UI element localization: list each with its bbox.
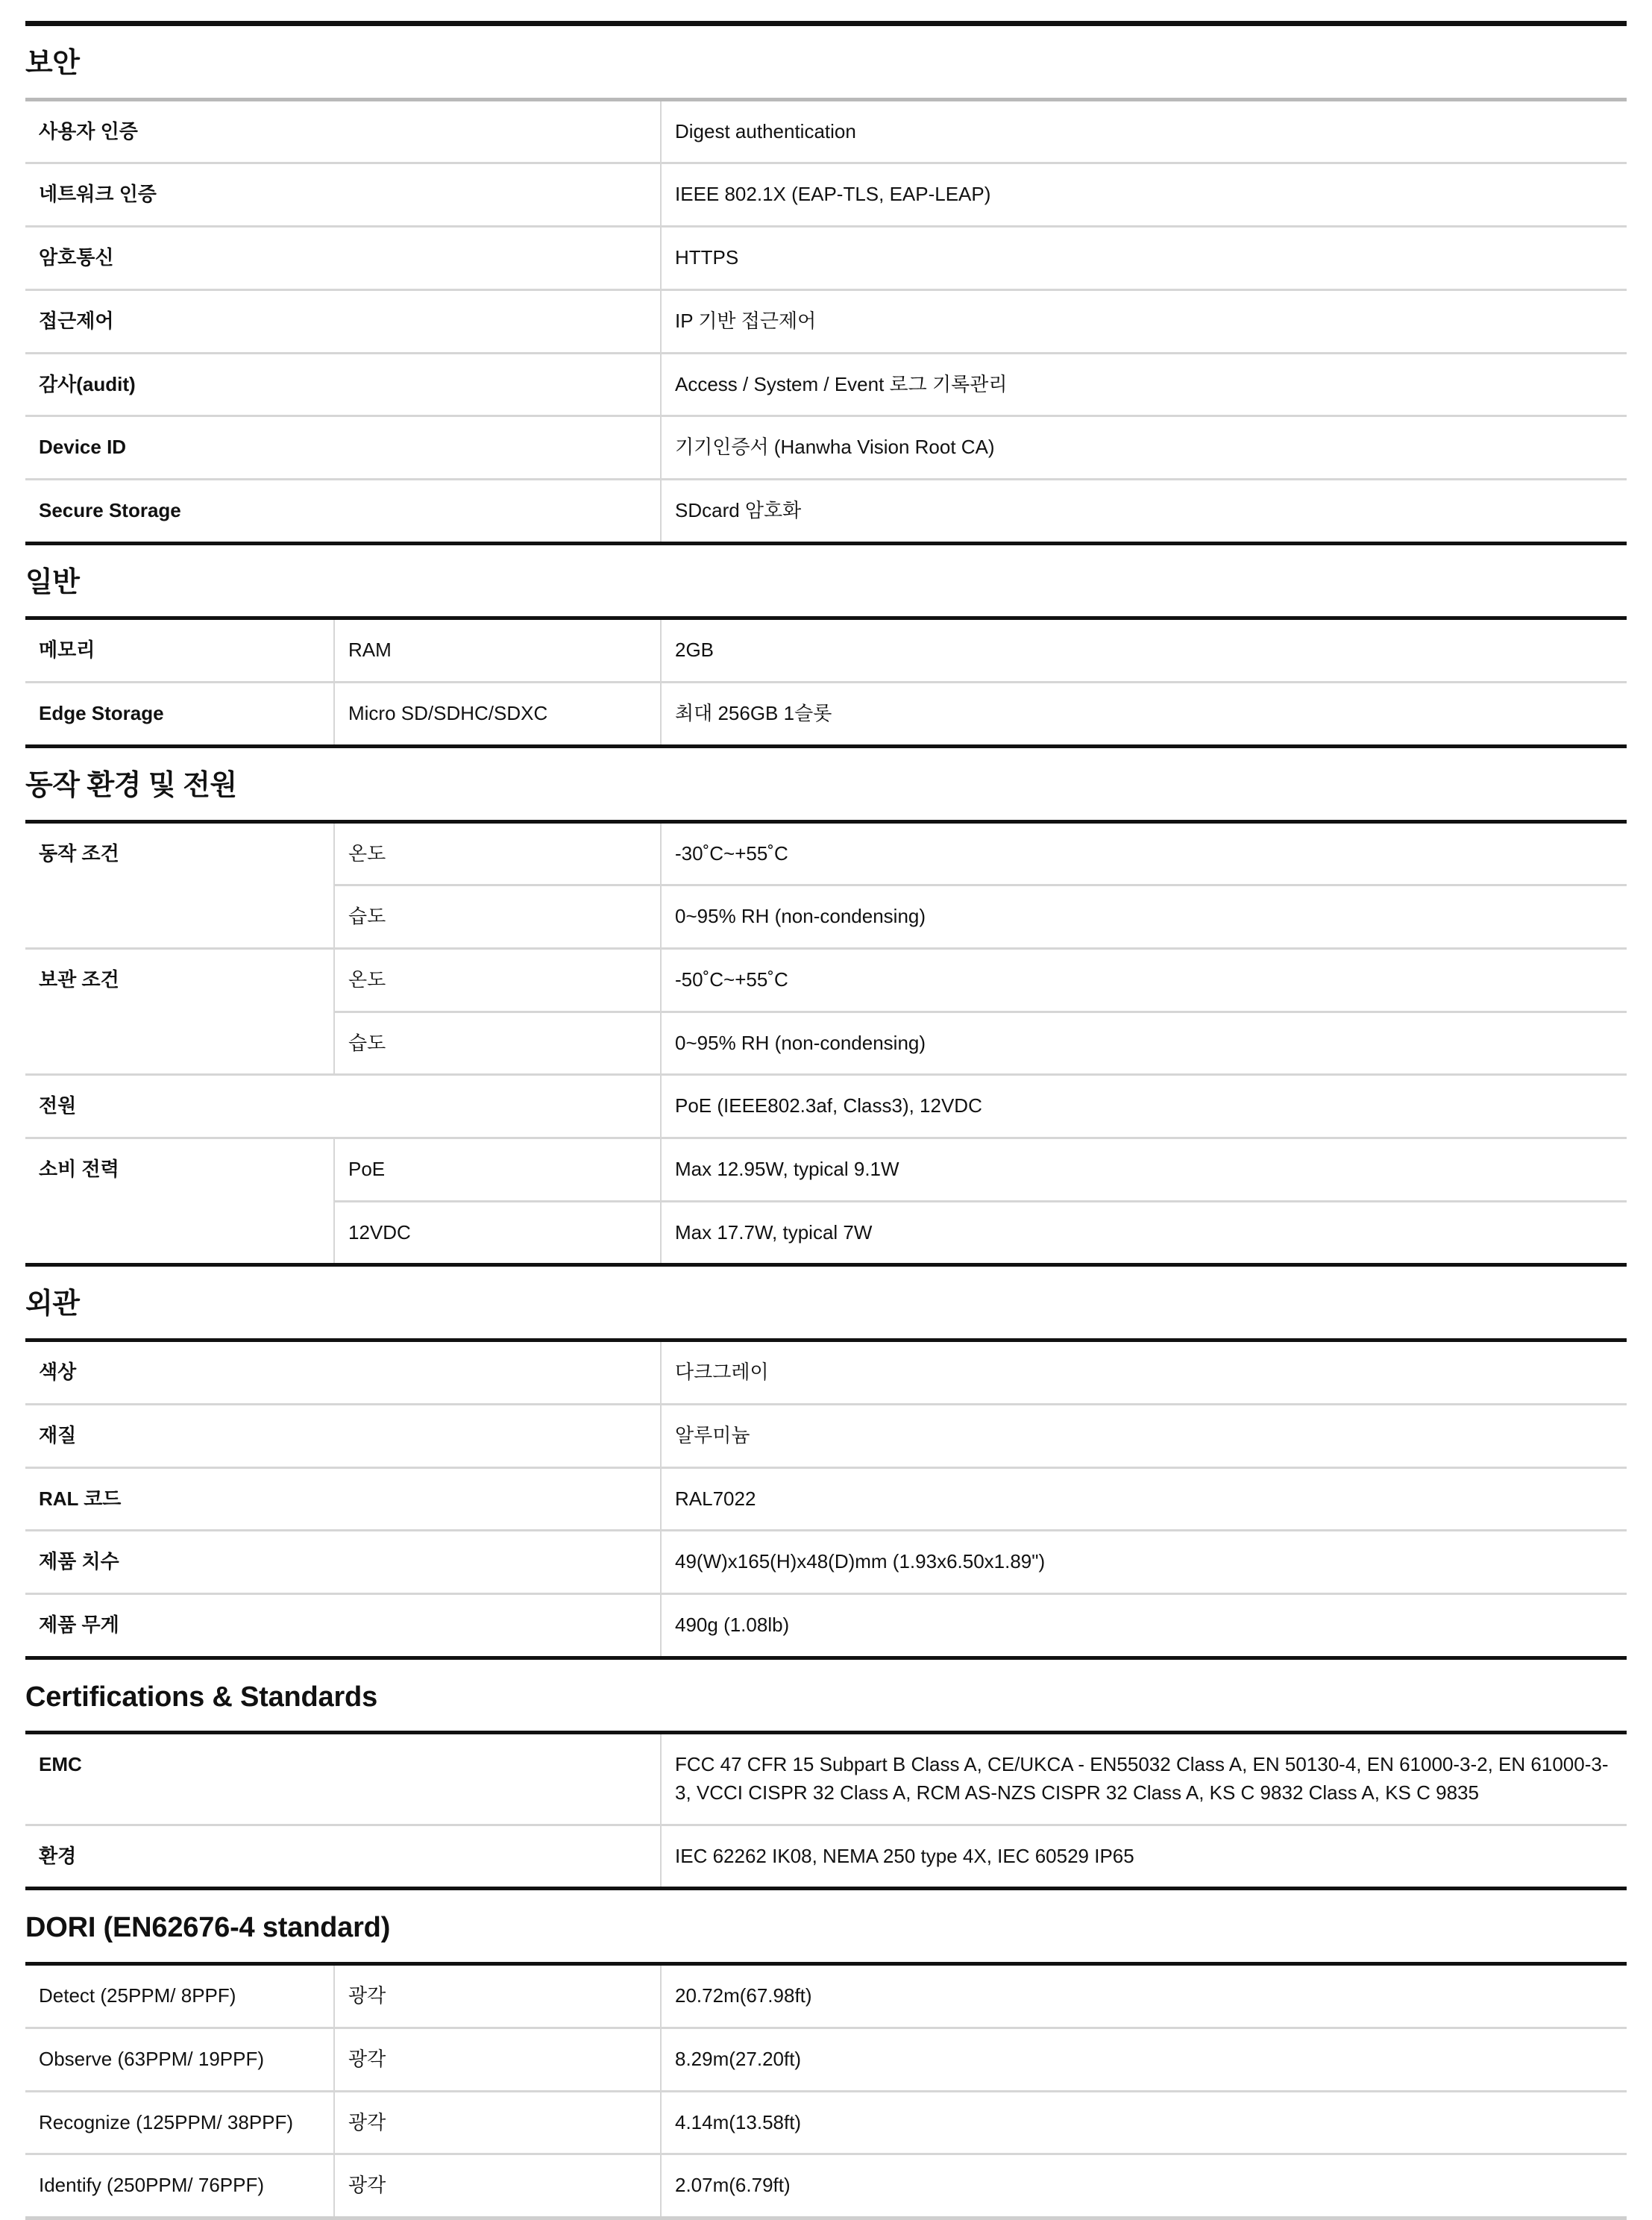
row-key: 보관 조건 <box>25 948 334 1074</box>
table-row <box>25 618 1627 683</box>
row-subkey: PoE <box>334 1138 661 1202</box>
row-value: RAL7022 <box>661 1467 1627 1531</box>
row-value: 알루미늄 <box>661 1404 1627 1467</box>
row-value: SDcard 암호화 <box>661 479 1627 543</box>
table-row <box>25 227 1627 290</box>
table-environment-power <box>25 820 1627 1267</box>
table-security <box>25 98 1627 545</box>
row-key: 접근제어 <box>25 289 661 353</box>
row-value: -30˚C~+55˚C <box>661 821 1627 885</box>
row-value: 0~95% RH (non-condensing) <box>661 885 1627 949</box>
row-value: Max 17.7W, typical 7W <box>661 1201 1627 1265</box>
table-row <box>25 479 1627 543</box>
row-value: 0~95% RH (non-condensing) <box>661 1012 1627 1075</box>
row-value: IEEE 802.1X (EAP-TLS, EAP-LEAP) <box>661 163 1627 227</box>
row-value: Access / System / Event 로그 기록관리 <box>661 353 1627 416</box>
section-title-environment-power: 동작 환경 및 전원 <box>25 769 237 801</box>
row-value: PoE (IEEE802.3af, Class3), 12VDC <box>661 1075 1627 1138</box>
section-appearance <box>25 1267 1627 1659</box>
row-value: Digest authentication <box>661 99 1627 163</box>
row-key: 네트워크 인증 <box>25 163 661 227</box>
row-key: Edge Storage <box>25 683 334 747</box>
section-title-dori: DORI (EN62676-4 standard) <box>25 1912 391 1944</box>
row-key: Recognize (125PPM/ 38PPF) <box>25 2091 334 2154</box>
row-value: FCC 47 CFR 15 Subpart B Class A, CE/UKCA - EN55032 Class A, EN 50130-4, EN 61000-3-2, EN 61000-3-3, VCCI CISPR 32 Class A, RCM AS-NZS CISPR 32 Class A, KS C 9832 Class A, KS C 9835 <box>661 1733 1627 1825</box>
section-title-general: 일반 <box>25 566 80 598</box>
row-key: Secure Storage <box>25 479 661 543</box>
row-value: 기기인증서 (Hanwha Vision Root CA) <box>661 416 1627 480</box>
row-key: 암호통신 <box>25 227 661 290</box>
row-key: 소비 전력 <box>25 1138 334 1265</box>
table-row <box>25 1593 1627 1658</box>
section-title-security: 보안 <box>25 48 80 79</box>
table-row <box>25 2091 1627 2154</box>
row-key: 환경 <box>25 1825 661 1889</box>
row-subkey: 습도 <box>334 885 661 949</box>
table-row <box>25 948 1627 1012</box>
row-subkey: 12VDC <box>334 1201 661 1265</box>
row-key: 감사(audit) <box>25 353 661 416</box>
section-environment-power <box>25 748 1627 1267</box>
table-row <box>25 416 1627 480</box>
table-row <box>25 1733 1627 1825</box>
row-value: 8.29m(27.20ft) <box>661 2028 1627 2091</box>
row-subkey: 광각 <box>334 2091 661 2154</box>
row-value: 2GB <box>661 618 1627 683</box>
section-certifications <box>25 1660 1627 1891</box>
table-general <box>25 616 1627 747</box>
row-subkey: 온도 <box>334 821 661 885</box>
row-value: 2.07m(6.79ft) <box>661 2154 1627 2219</box>
table-dori <box>25 1962 1627 2220</box>
row-subkey: 온도 <box>334 948 661 1012</box>
section-dori <box>25 1890 1627 2220</box>
row-value: 다크그레이 <box>661 1341 1627 1405</box>
row-subkey: Micro SD/SDHC/SDXC <box>334 683 661 747</box>
table-row <box>25 353 1627 416</box>
row-subkey: RAM <box>334 618 661 683</box>
row-key: 동작 조건 <box>25 821 334 948</box>
table-row <box>25 1964 1627 2028</box>
row-key: EMC <box>25 1733 661 1825</box>
table-row <box>25 1341 1627 1405</box>
row-value: Max 12.95W, typical 9.1W <box>661 1138 1627 1202</box>
row-value: -50˚C~+55˚C <box>661 948 1627 1012</box>
spec-sheet-page <box>0 21 1652 2197</box>
row-subkey: 광각 <box>334 2028 661 2091</box>
table-row <box>25 1404 1627 1467</box>
page-top-rule <box>25 21 1627 26</box>
table-row <box>25 1531 1627 1594</box>
table-row <box>25 163 1627 227</box>
row-value: 490g (1.08lb) <box>661 1593 1627 1658</box>
section-title-certifications: Certifications & Standards <box>25 1681 378 1713</box>
table-row <box>25 289 1627 353</box>
row-subkey: 광각 <box>334 1964 661 2028</box>
row-key: 제품 무게 <box>25 1593 661 1658</box>
row-key: Device ID <box>25 416 661 480</box>
row-key: 메모리 <box>25 618 334 683</box>
row-key: RAL 코드 <box>25 1467 661 1531</box>
row-value: 20.72m(67.98ft) <box>661 1964 1627 2028</box>
table-row <box>25 1467 1627 1531</box>
row-value: 4.14m(13.58ft) <box>661 2091 1627 2154</box>
table-row <box>25 2154 1627 2219</box>
row-value: HTTPS <box>661 227 1627 290</box>
table-appearance <box>25 1338 1627 1659</box>
row-key: 사용자 인증 <box>25 99 661 163</box>
table-row <box>25 99 1627 163</box>
section-security <box>25 26 1627 545</box>
table-certifications <box>25 1731 1627 1890</box>
row-key: Observe (63PPM/ 19PPF) <box>25 2028 334 2091</box>
row-subkey: 습도 <box>334 1012 661 1075</box>
row-key: 재질 <box>25 1404 661 1467</box>
section-title-appearance: 외관 <box>25 1288 80 1320</box>
row-value: 49(W)x165(H)x48(D)mm (1.93x6.50x1.89") <box>661 1531 1627 1594</box>
row-subkey: 광각 <box>334 2154 661 2219</box>
row-key: 전원 <box>25 1075 661 1138</box>
table-row <box>25 2028 1627 2091</box>
table-row <box>25 1138 1627 1202</box>
section-general <box>25 545 1627 748</box>
row-value: 최대 256GB 1슬롯 <box>661 683 1627 747</box>
row-value: IP 기반 접근제어 <box>661 289 1627 353</box>
row-key: 색상 <box>25 1341 661 1405</box>
row-key: Identify (250PPM/ 76PPF) <box>25 2154 334 2219</box>
row-value: IEC 62262 IK08, NEMA 250 type 4X, IEC 60529 IP65 <box>661 1825 1627 1889</box>
row-key: 제품 치수 <box>25 1531 661 1594</box>
table-row <box>25 1075 1627 1138</box>
table-row <box>25 821 1627 885</box>
table-row <box>25 1825 1627 1889</box>
row-key: Detect (25PPM/ 8PPF) <box>25 1964 334 2028</box>
table-row <box>25 683 1627 747</box>
